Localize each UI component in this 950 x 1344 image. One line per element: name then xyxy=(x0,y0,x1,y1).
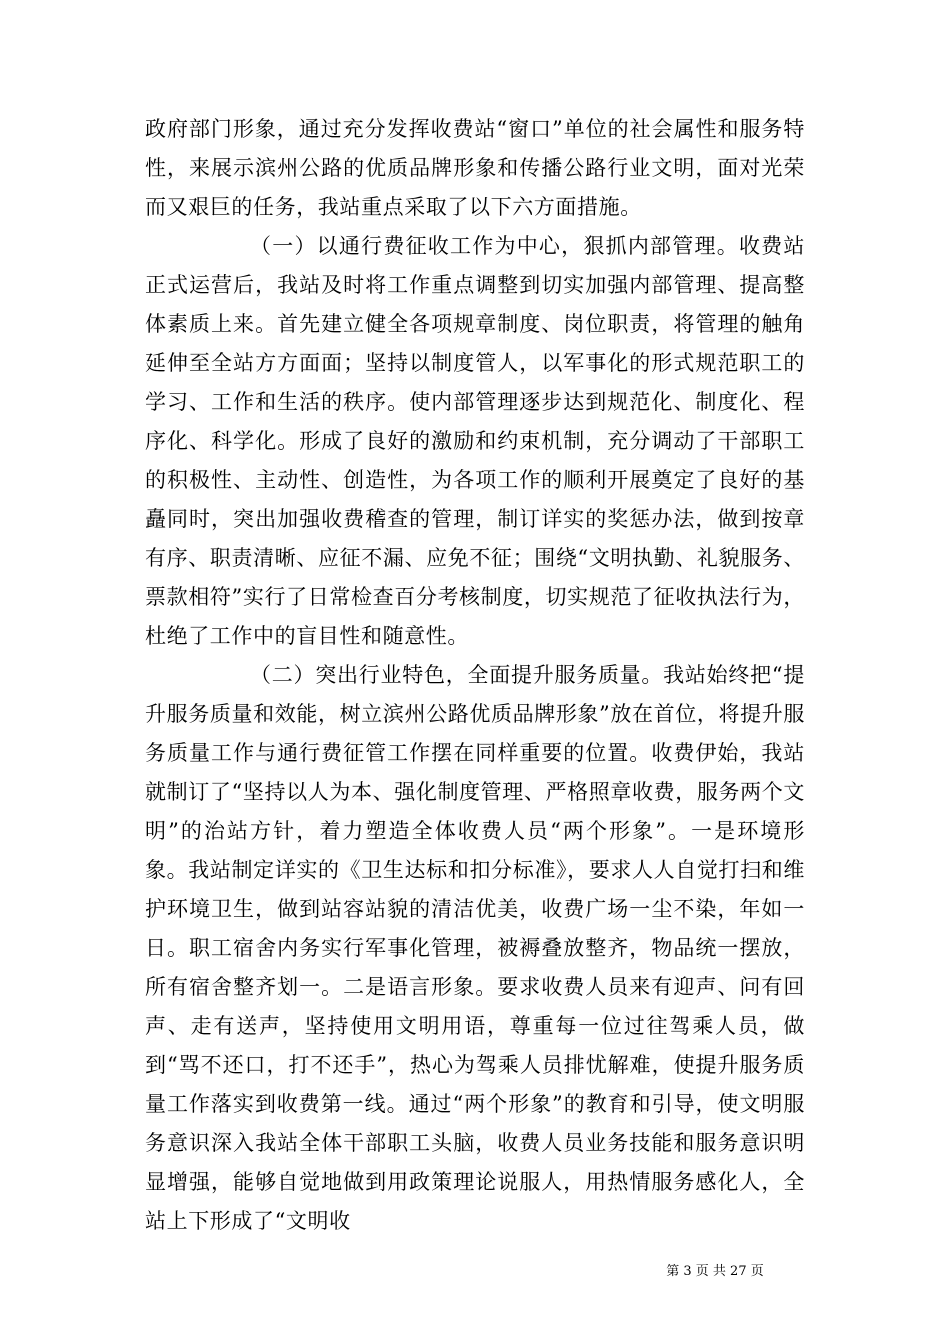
page-number-footer: 第 3 页 共 27 页 xyxy=(666,1264,764,1279)
paragraph-intro: 政府部门形象，通过充分发挥收费站“窗口”单位的社会属性和服务特性，来展示滨州公路的优质品牌形象和传播公路行业文明，面对光荣而又艰巨的任务，我站重点采取了以下六方面措施。 xyxy=(145,117,805,219)
document-body xyxy=(145,110,805,1241)
paragraph-section-1: （一）以通行费征收工作为中心，狠抓内部管理。收费站正式运营后，我站及时将工作重点调整到切实加强内部管理、提高整体素质上来。首先建立健全各项规章制度、岗位职责，将管理的触角延伸至全站方方面面；坚持以制度管人，以军事化的形式规范职工的学习、工作和生活的秩序。使内部管理逐步达到规范化、制度化、程序化、科学化。形成了良好的激励和约束机制，充分调动了干部职工的积极性、主动性、创造性，为各项工作的顺利开展奠定了良好的基矗同时，突出加强收费稽查的管理，制订详实的奖惩办法，做到按章有序、职责清晰、应征不漏、应免不征；围绕“文明执勤、礼貌服务、票款相符”实行了日常检查百分考核制度，切实规范了征收执法行为，杜绝了工作中的盲目性和随意性。 xyxy=(145,234,805,648)
paragraph-section-2: （二）突出行业特色，全面提升服务质量。我站始终把“提升服务质量和效能，树立滨州公路优质品牌形象”放在首位，将提升服务质量工作与通行费征管工作摆在同样重要的位置。收费伊始，我站就制订了“坚持以人为本、强化制度管理、严格照章收费，服务两个文明”的治站方针，着力塑造全体收费人员“两个形象”。一是环境形象。我站制定详实的《卫生达标和扣分标准》，要求人人自觉打扫和维护环境卫生，做到站容站貌的清洁优美，收费广场一尘不染，年如一日。职工宿舍内务实行军事化管理，被褥叠放整齐，物品统一摆放，所有宿舍整齐划一。二是语言形象。要求收费人员来有迎声、问有回声、走有送声，坚持使用文明用语，尊重每一位过往驾乘人员，做到“骂不还口，打不还手”，热心为驾乘人员排忧解难，使提升服务质量工作落实到收费第一线。通过“两个形象”的教育和引导，使文明服务意识深入我站全体干部职工头脑，收费人员业务技能和服务意识明显增强，能够自觉地做到用政策理论说服人，用热情服务感化人，全站上下形成了“文明收 xyxy=(145,663,805,1233)
